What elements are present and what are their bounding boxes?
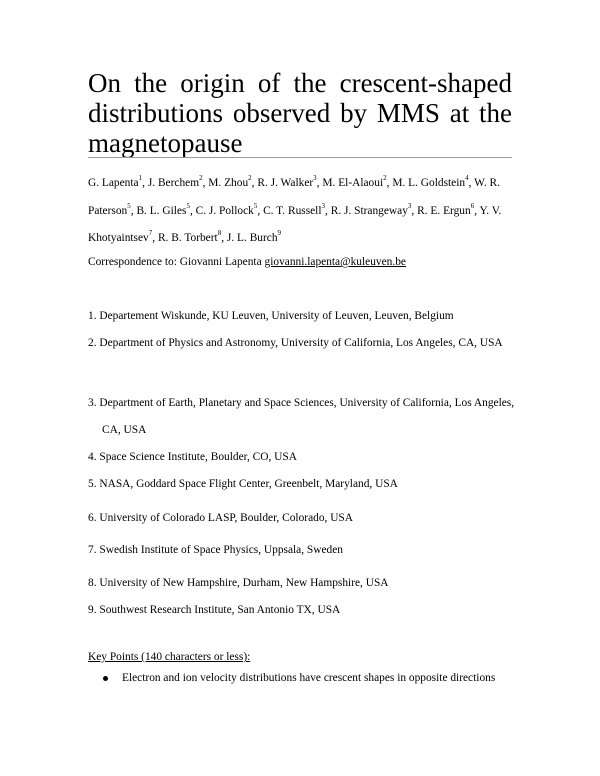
author-affiliation-mark: 2: [383, 174, 387, 183]
affiliation-8: 8. University of New Hampshire, Durham, New Hampshire, USA: [88, 577, 389, 589]
author-name: C. T. Russell: [263, 204, 322, 217]
affiliation-6: 6. University of Colorado LASP, Boulder, Colorado, USA: [88, 512, 353, 524]
author-affiliation-mark: 5: [127, 201, 131, 210]
author-name: W. R. Paterson: [88, 177, 500, 217]
author-name: R. J. Walker: [257, 177, 314, 189]
author-affiliation-mark: 6: [470, 201, 475, 210]
paper-title: On the origin of the crescent-shaped distributions observed by MMS at the magnetopause: [88, 68, 512, 158]
correspondence: [88, 255, 518, 269]
bullet-icon: [103, 676, 108, 681]
author-affiliation-mark: 2: [248, 174, 252, 183]
affiliation-3: 3. Department of Earth, Planetary and Space Sciences, University of California, Los Angeles, CA, USA: [88, 397, 515, 436]
author-name: R. B. Torbert: [157, 232, 218, 244]
key-point-item: [103, 671, 523, 685]
correspondence-label: Correspondence to: Giovanni Lapenta: [88, 256, 262, 268]
author-affiliation-mark: 5: [186, 201, 190, 210]
author-affiliation-mark: 5: [253, 201, 258, 210]
affiliation-1: 1. Departement Wiskunde, KU Leuven, University of Leuven, Leuven, Belgium: [88, 310, 454, 322]
affiliation-4: 4. Space Science Institute, Boulder, CO, USA: [88, 451, 297, 463]
author-list: G. Lapenta$^1$, J. Berchem$^2$, M. Zhou$^2$, R. J. Walker$^3$, M. El-Alaoui$^2$, M. L. Goldstein$^4$, W. R. Paterson$^5$, B. L. Giles$^5$, C. J. Pollock$^5$, C. T. Russell$^3$, R. J. Strangeway$^3$, R. E. Ergun$^6$, Y. V. Khotyaintsev$^7$, R. B. Torbert$^8$, J. L. Burch$^9$: [88, 174, 502, 244]
author-name: J. L. Burch: [226, 232, 278, 244]
author-name: Y. V. Khotyaintsev: [88, 204, 502, 244]
title-underline: [88, 157, 512, 158]
author-name: G. Lapenta: [88, 177, 139, 189]
affiliation-7: 7. Swedish Institute of Space Physics, Uppsala, Sweden: [88, 544, 343, 556]
author-name: R. J. Strangeway: [330, 204, 408, 217]
author-name: M. L. Goldstein: [392, 177, 466, 189]
author-affiliation-mark: 3: [313, 174, 317, 183]
author-affiliation-mark: 4: [465, 174, 469, 183]
author-affiliation-mark: 3: [321, 201, 326, 210]
author-name: C. J. Pollock: [195, 204, 254, 217]
author-name: B. L. Giles: [136, 204, 187, 217]
affiliation-2: 2. Department of Physics and Astronomy, University of California, Los Angeles, CA, USA: [88, 337, 503, 349]
author-affiliation-mark: 2: [199, 174, 203, 183]
author-affiliation-mark: 1: [138, 174, 143, 183]
affiliation-9: 9. Southwest Research Institute, San Antonio TX, USA: [88, 604, 341, 616]
author-affiliation-mark: 9: [277, 229, 282, 238]
author-name: J. Berchem: [147, 177, 200, 189]
author-name: M. Zhou: [208, 177, 249, 189]
author-affiliation-mark: 8: [217, 229, 222, 238]
key-points-heading: Key Points (140 characters or less):: [88, 651, 251, 663]
author-name: M. El-Alaoui: [322, 177, 384, 189]
affiliation-5: 5. NASA, Goddard Space Flight Center, Greenbelt, Maryland, USA: [88, 478, 398, 490]
correspondence-email-link[interactable]: giovanni.lapenta@kuleuven.be: [264, 256, 406, 268]
author-affiliation-mark: 3: [407, 201, 412, 210]
author-affiliation-mark: 7: [148, 229, 153, 238]
key-point-text: Electron and ion velocity distributions have crescent shapes in opposite directions: [122, 672, 496, 684]
author-name: R. E. Ergun: [417, 204, 471, 217]
